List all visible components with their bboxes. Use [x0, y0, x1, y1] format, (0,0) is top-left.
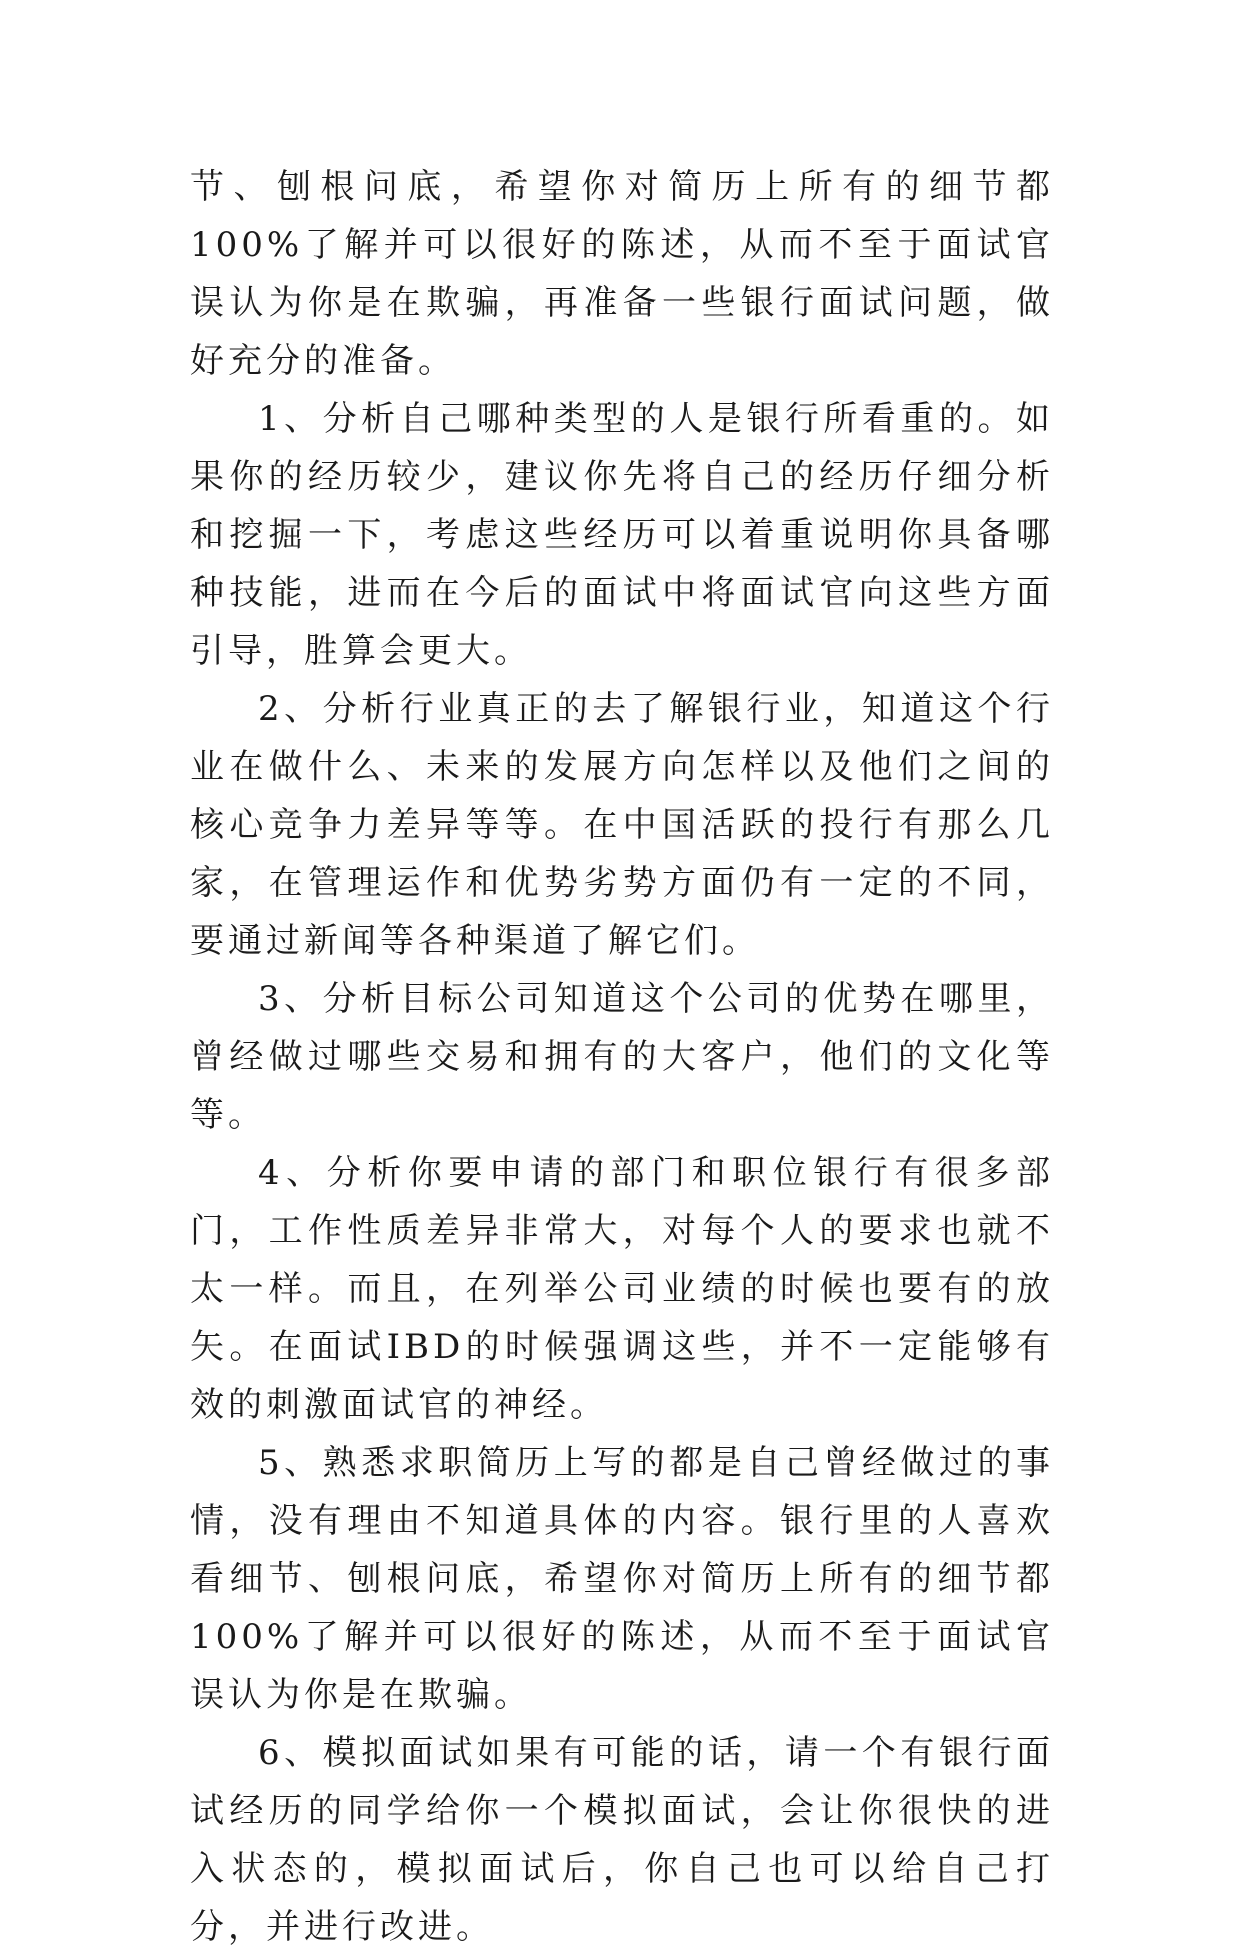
paragraph-item-6: 6、模拟面试如果有可能的话，请一个有银行面试经历的同学给你一个模拟面试，会让你很快的进入状态的，模拟面试后，你自己也可以给自己打分，并进行改进。 [190, 1733, 1054, 1947]
paragraph-item-2: 2、分析行业真正的去了解银行业，知道这个行业在做什么、未来的发展方向怎样以及他们之间的核心竞争力差异等等。在中国活跃的投行有那么几家，在管理运作和优势劣势方面仍有一定的不同，要通过新闻等各种渠道了解它们。 [190, 689, 1054, 961]
paragraph-item-5: 5、熟悉求职简历上写的都是自己曾经做过的事情，没有理由不知道具体的内容。银行里的人喜欢看细节、刨根问底，希望你对简历上所有的细节都100%了解并可以很好的陈述，从而不至于面试官误认为你是在欺骗。 [190, 1443, 1054, 1715]
paragraph-item-1: 1、分析自己哪种类型的人是银行所看重的。如果你的经历较少，建议你先将自己的经历仔细分析和挖掘一下，考虑这些经历可以着重说明你具备哪种技能，进而在今后的面试中将面试官向这些方面引导，胜算会更大。 [190, 399, 1054, 671]
document-body [190, 158, 1054, 1956]
paragraph-continuation: 节、刨根问底，希望你对简历上所有的细节都100%了解并可以很好的陈述，从而不至于面试官误认为你是在欺骗，再准备一些银行面试问题，做好充分的准备。 [190, 167, 1054, 381]
paragraph-item-3: 3、分析目标公司知道这个公司的优势在哪里，曾经做过哪些交易和拥有的大客户，他们的文化等等。 [190, 979, 1054, 1135]
paragraph-item-4: 4、分析你要申请的部门和职位银行有很多部门，工作性质差异非常大，对每个人的要求也就不太一样。而且，在列举公司业绩的时候也要有的放矢。在面试IBD的时候强调这些，并不一定能够有效的刺激面试官的神经。 [190, 1153, 1054, 1425]
